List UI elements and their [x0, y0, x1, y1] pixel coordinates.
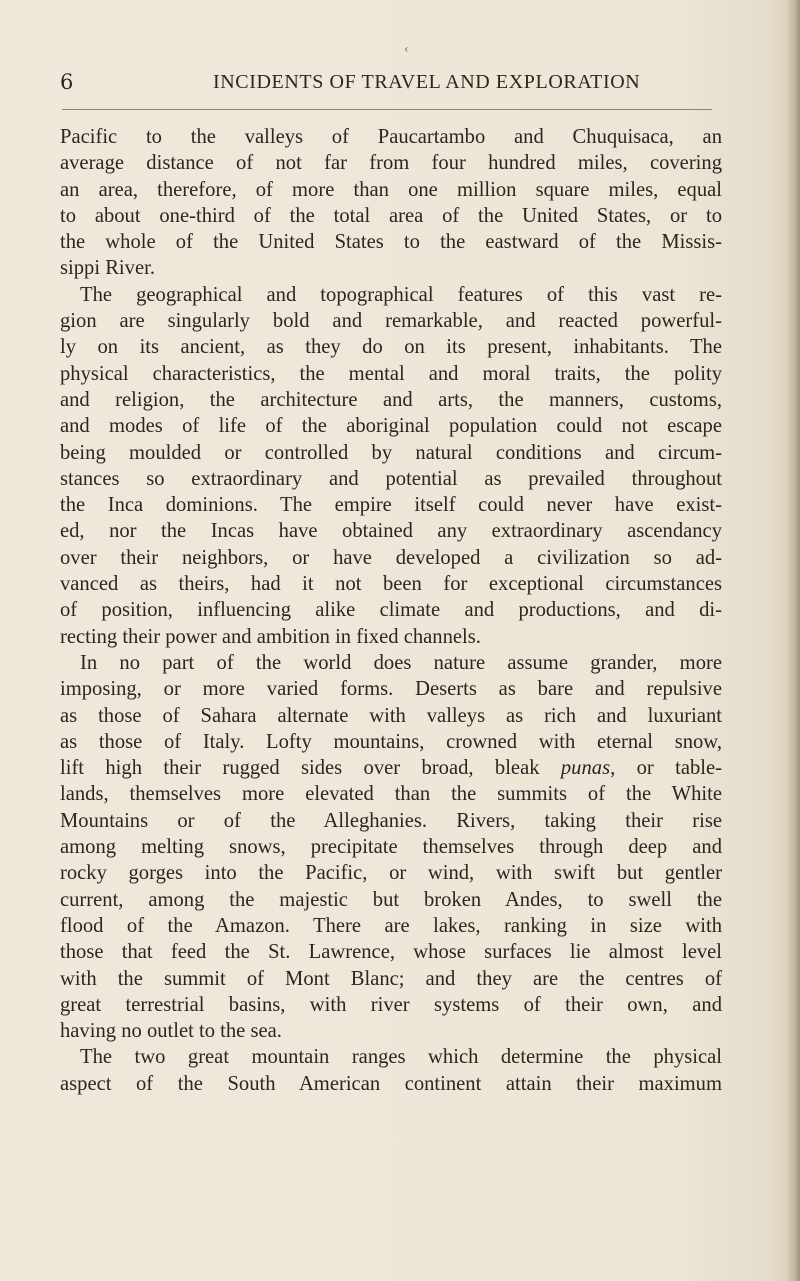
text-segment: as those of Italy. Lofty mountains, crowned with eternal snow, — [60, 730, 722, 753]
body-text — [60, 124, 722, 1097]
text-line: the Inca dominions. The empire itself could never have exist- — [60, 494, 722, 517]
text-line: vanced as theirs, had it not been for exceptional circumstances — [60, 573, 722, 596]
text-line — [60, 729, 722, 755]
text-line: sippi River. — [60, 257, 155, 280]
page-edge-shadow — [786, 0, 800, 1281]
text-line: the whole of the United States to the eastward of the Missis- — [60, 231, 722, 254]
text-line: gion are singularly bold and remarkable, and reacted powerful- — [60, 310, 722, 333]
text-line — [60, 755, 722, 781]
text-line: being moulded or controlled by natural conditions and circum- — [60, 441, 722, 464]
text-line: and religion, the architecture and arts, the manners, customs, — [60, 388, 722, 411]
text-line: imposing, or more varied forms. Deserts as bare and repulsive — [60, 678, 722, 701]
text-line: as those of Sahara alternate with valleys as rich and luxuriant — [60, 704, 722, 727]
text-line: stances so extraordinary and potential as prevailed throughout — [60, 467, 722, 490]
text-line: current, among the majestic but broken Andes, to swell the — [60, 888, 722, 911]
italic-term: punas — [560, 757, 611, 780]
text-line: an area, therefore, of more than one million square miles, equal — [60, 178, 722, 201]
text-line: recting their power and ambition in fixed channels. — [60, 625, 481, 648]
text-line: and modes of life of the aboriginal population could not escape — [60, 415, 722, 438]
text-line: great terrestrial basins, with river systems of their own, and — [60, 993, 722, 1016]
text-line: ly on its ancient, as they do on its present, inhabitants. The — [60, 336, 722, 359]
running-head: INCIDENTS OF TRAVEL AND EXPLORATION — [213, 71, 641, 93]
text-line: The two great mountain ranges which determine the physical — [80, 1046, 722, 1069]
text-segment: lift high their rugged sides over broad, bleak — [60, 757, 561, 780]
text-line: In no part of the world does nature assume grander, more — [80, 651, 722, 674]
printer-mark: ‹ — [404, 42, 409, 56]
text-line: over their neighbors, or have developed a civilization so ad- — [60, 546, 722, 569]
text-line: aspect of the South American continent attain their maximum — [60, 1072, 722, 1095]
text-line: ed, nor the Incas have obtained any extraordinary ascendancy — [60, 520, 722, 543]
text-line: The geographical and topographical features of this vast re- — [80, 283, 722, 306]
text-line: having no outlet to the sea. — [60, 1020, 282, 1043]
text-line: of position, influencing alike climate and productions, and di- — [60, 599, 722, 622]
text-line: flood of the Amazon. There are lakes, ranking in size with — [60, 914, 722, 937]
text-line: Pacific to the valleys of Paucartambo and Chuquisaca, an — [60, 126, 722, 148]
page-header — [60, 70, 710, 100]
text-line: those that feed the St. Lawrence, whose surfaces lie almost level — [60, 941, 722, 964]
text-line: among melting snows, precipitate themselves through deep and — [60, 836, 722, 859]
text-line: with the summit of Mont Blanc; and they are the centres of — [60, 967, 722, 990]
text-line: rocky gorges into the Pacific, or wind, with swift but gentler — [60, 862, 722, 885]
page-number: 6 — [60, 70, 74, 94]
text-line: physical characteristics, the mental and moral traits, the polity — [60, 362, 722, 385]
header-rule — [62, 109, 712, 110]
text-line: lands, themselves more elevated than the summits of the White — [60, 783, 722, 806]
text-segment: , or table- — [610, 757, 722, 780]
text-line: average distance of not far from four hundred miles, covering — [60, 152, 722, 175]
text-line: Mountains or of the Alleghanies. Rivers, taking their rise — [60, 809, 722, 832]
text-line: to about one-third of the total area of the United States, or to — [60, 204, 722, 227]
